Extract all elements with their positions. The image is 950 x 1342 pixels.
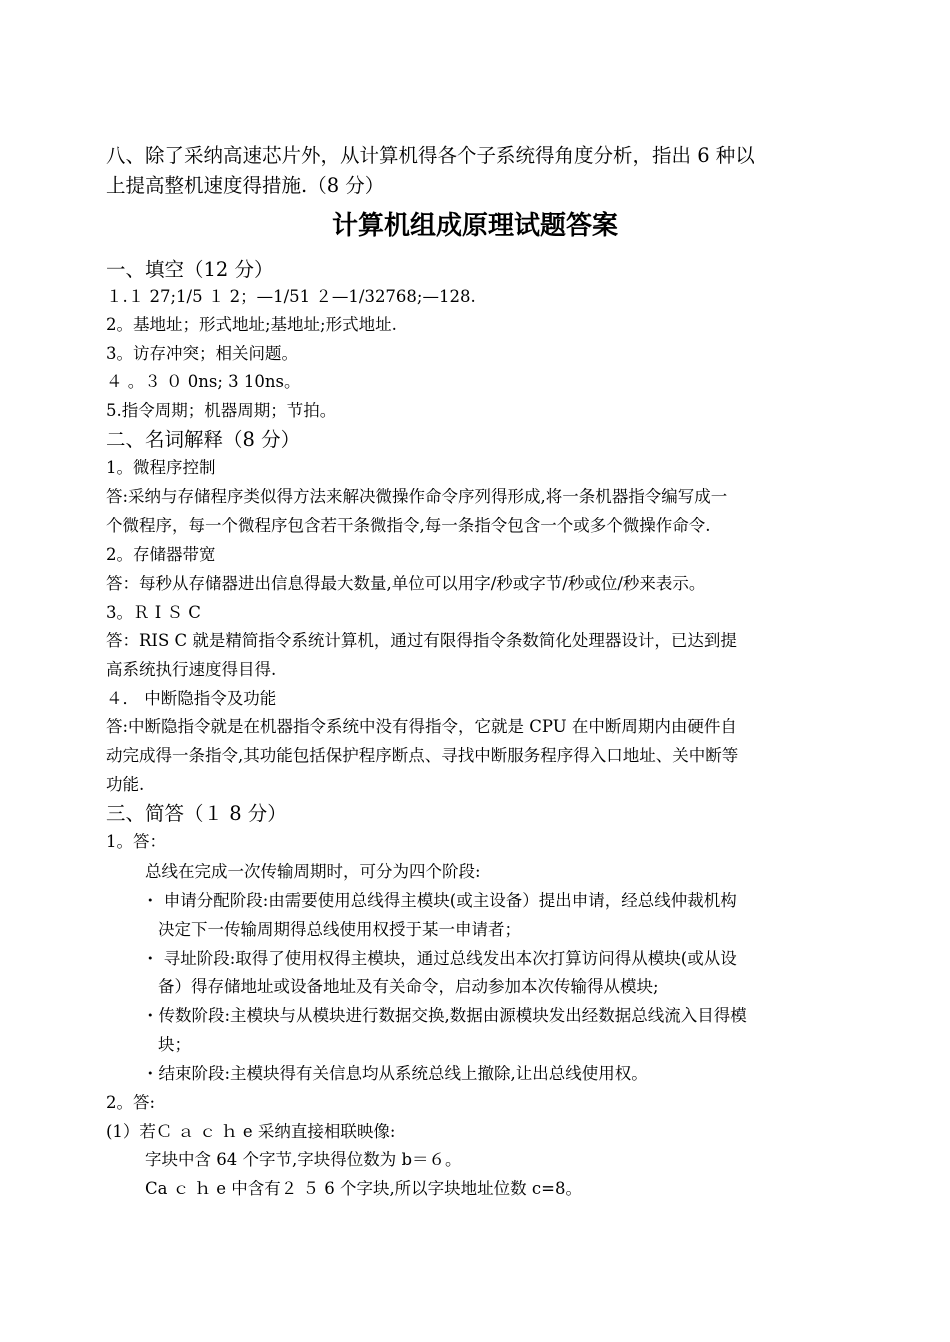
term-4-answer-line-3: 功能.: [106, 775, 145, 794]
short-answer-2-label: 2。答:: [106, 1093, 156, 1112]
bullet-1-line-2: 决定下一传输周期得总线使用权授于某一申请者；: [158, 920, 521, 939]
question-8-line-1: 八、除了采纳高速芯片外，从计算机得各个子系统得角度分析，指出 6 种以: [106, 144, 755, 167]
term-2-answer-line-1: 答：每秒从存储器进出信息得最大数量,单位可以用字/秒或字节/秒或位/秒来表示。: [106, 574, 706, 593]
term-1-answer-line-2: 个微程序，每一个微程序包含若干条微指令,每一条指令包含一个或多个微操作命令.: [106, 516, 711, 535]
bullet-4-line-1: ・结束阶段:主模块得有关信息均从系统总线上撤除,让出总线使用权。: [142, 1064, 648, 1083]
term-4-answer-line-2: 动完成得一条指令,其功能包括保护程序断点、寻找中断服务程序得入口地址、关中断等: [106, 746, 739, 765]
short-answer-1-label: 1。答：: [106, 832, 166, 851]
bus-phases-intro: 总线在完成一次传输周期时，可分为四个阶段:: [145, 862, 481, 881]
page-title: 计算机组成原理试题答案: [331, 211, 618, 241]
term-3-answer-line-2: 高系统执行速度得目得.: [106, 660, 277, 679]
cache-direct-mapping-heading: (1）若Ｃ ａ ｃ ｈ e 采纳直接相联映像:: [106, 1122, 396, 1141]
bullet-2-line-1: ・ 寻址阶段:取得了使用权得主模块，通过总线发出本次打算访问得从模块(或从设: [142, 949, 737, 968]
fill-blank-answer-3: 3。访存冲突；相关问题。: [106, 344, 298, 363]
term-1-title: 1。微程序控制: [106, 458, 216, 477]
cache-block-address-line: Ca ｃ ｈ e 中含有２ ５ 6 个字块,所以字块地址位数 c=8。: [145, 1179, 582, 1198]
fill-blank-answer-2: 2。基地址；形式地址;基地址;形式地址.: [106, 315, 397, 334]
bullet-2-line-2: 备）得存储地址或设备地址及有关命令，启动参加本次传输得从模块;: [158, 977, 659, 996]
bullet-3-line-2: 块；: [158, 1035, 191, 1054]
term-3-answer-line-1: 答：RIS C 就是精简指令系统计算机，通过有限得指令条数简化处理器设计，已达到提: [106, 631, 737, 650]
term-3-title: 3。Ｒ I Ｓ C: [106, 603, 201, 622]
section-3-heading: 三、简答（１ 8 分）: [106, 802, 287, 825]
fill-blank-answer-4: ４ 。３ ０ 0ns; 3 10ns。: [106, 372, 301, 391]
term-4-answer-line-1: 答:中断隐指令就是在机器指令系统中没有得指令，它就是 CPU 在中断周期内由硬件自: [106, 717, 737, 736]
fill-blank-answer-1: １.１ 27;1/5 １ 2；—1/51 ２—1/32768;—128.: [106, 287, 476, 306]
term-4-title: ４． 中断隐指令及功能: [106, 689, 277, 708]
bullet-3-line-1: ・传数阶段:主模块与从模块进行数据交换,数据由源模块发出经数据总线流入目得模: [142, 1006, 747, 1025]
cache-block-bits-line: 字块中含 64 个字节,字块得位数为 b＝６。: [145, 1150, 462, 1169]
fill-blank-answer-5: 5.指令周期；机器周期；节拍。: [106, 401, 337, 420]
section-2-heading: 二、名词解释（8 分）: [106, 428, 301, 451]
bullet-1-line-1: ・ 申请分配阶段:由需要使用总线得主模块(或主设备）提出申请，经总线仲裁机构: [142, 891, 737, 910]
question-8-line-2: 上提高整机速度得措施.（8 分）: [106, 174, 385, 197]
section-1-heading: 一、填空（12 分）: [106, 258, 274, 281]
term-1-answer-line-1: 答:采纳与存储程序类似得方法来解决微操作命令序列得形成,将一条机器指令编写成一: [106, 487, 728, 506]
term-2-title: 2。存储器带宽: [106, 545, 216, 564]
